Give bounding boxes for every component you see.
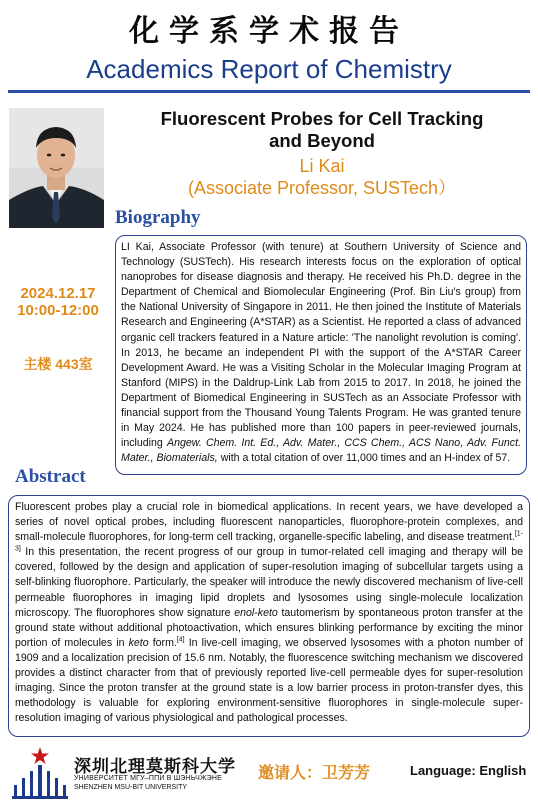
university-name-ru: УНИВЕРСИТЕТ МГУ–ППИ В ШЭНЬЧЖЭНЕ [74, 775, 222, 782]
header-title-cn: 化学系学术报告 [129, 14, 409, 49]
abstract-text: In live-cell imaging, we observed lysosomes with a photon number of 1909 and a localization precision of 15.6 nm. Notably, the fluorescence switching mechanism we discovered provides a distinct character from that of previously reported live-cell permeable dyes for super-resolution imaging. Since the proton transfer at the ground state is a low barrier process in proton-transfer dyes, this methodology is valuable for exploring environment-sensitive fluorophores in single-molecule super-resolution imaging of various physiological and pathological processes. [15, 636, 523, 725]
speaker-block [112, 155, 532, 199]
biography-box [115, 235, 527, 475]
talk-venue: 主楼 443室 [23, 356, 93, 372]
language-label: Language: English [410, 763, 527, 778]
speaker-name: Li Kai [299, 156, 345, 176]
header-divider [8, 90, 530, 93]
speaker-affiliation: (Associate Professor, SUSTech） [187, 178, 457, 198]
abstract-term-keto: keto [128, 636, 149, 649]
abstract-text: tautomerism by spontaneous proton transfer at the ground state without additional photoactivation, which ensures blinking performance by exciting the minor portion of molecules in [15, 606, 523, 649]
abstract-ref-2: [4] [176, 636, 185, 644]
abstract-heading: Abstract [15, 466, 86, 487]
biography-journals: Angew. Chem. Int. Ed., Adv. Mater., CCS Chem., ACS Nano, Adv. Funct. Mater., Biomaterials, [121, 437, 521, 465]
talk-date: 2024.12.17 [20, 285, 96, 302]
abstract-text: form. [148, 636, 177, 649]
biography-text: LI Kai, Associate Professor (with tenure) at Southern University of Science and Technology (SUSTech). His research interests focus on the exploration of optical nanoprobes for disease diagnosis and therapy. He received his Ph.D. degree in the Department of Chemical and Biomolecular Engineering (Prof. Bin Liu's group) from the National University of Singapore in 2011. He then joined the Institute of Materials Research and Engineering (A*STAR) as a Scientist. He reported a class of advanced organic cell trackers featured in a Nature article: 'The nanolight revolution is coming'. In 2013, he became an independent PI with the support of the A*STAR Career Development Award. He was a Visiting Scholar in the Molecular Imaging Program at Stanford (MIPS) in the Daldrup-Link Lab from 2015 to 2017. In 2018, he joined the Department of Biomedical Engineering in SUSTech as an Associate Professor with financial support from the Thousand Young Talents Program. He was granted tenure in May 2024. He has published more than 100 papers in peer-reviewed journals, including [121, 241, 521, 450]
talk-title-line1: Fluorescent Probes for Cell Tracking [160, 108, 484, 129]
university-logo-icon [10, 745, 70, 800]
biography-text-end: with a total citation of over 11,000 times and an H-index of 57. [217, 452, 511, 465]
abstract-text: Fluorescent probes play a crucial role in biomedical applications. In recent years, we have developed a series of novel optical probes, including fluorescent nanoparticles, fluorophore-protein complexes, and small-molecule fluorophores, for long-term cell tracking, organelle-specific labeling, and disease treatment. [15, 501, 523, 544]
speaker-portrait-photo [9, 108, 104, 228]
university-name-cn: 深圳北理莫斯科大学 [74, 757, 236, 777]
abstract-term-enol-keto: enol-keto [234, 606, 278, 619]
abstract-box [8, 495, 530, 737]
abstract-ref-1: [1-3] [15, 530, 523, 553]
talk-schedule [8, 285, 108, 319]
talk-title [112, 108, 532, 152]
inviter-label: 邀请人：卫芳芳 [258, 765, 371, 782]
talk-title-line2: and Beyond [269, 130, 375, 151]
university-name-en: SHENZHEN MSU-BIT UNIVERSITY [74, 784, 188, 791]
talk-time: 10:00-12:00 [17, 302, 99, 319]
biography-heading: Biography [115, 207, 201, 228]
header-title-en: Academics Report of Chemistry [86, 54, 452, 84]
abstract-text: In this presentation, the recent progress of our group in tumor-related cell imaging and therapy will be covered, followed by the design and application of super-resolution imaging of subcellular targets using a self-blinking fluorophore. Particularly, the speaker will introduce the newly discovered mechanism of live-cell permeable fluorophores in imaging lipid droplets and lysosomes using single-molecule localization microscopy. The fluorophores show signature [15, 546, 523, 619]
